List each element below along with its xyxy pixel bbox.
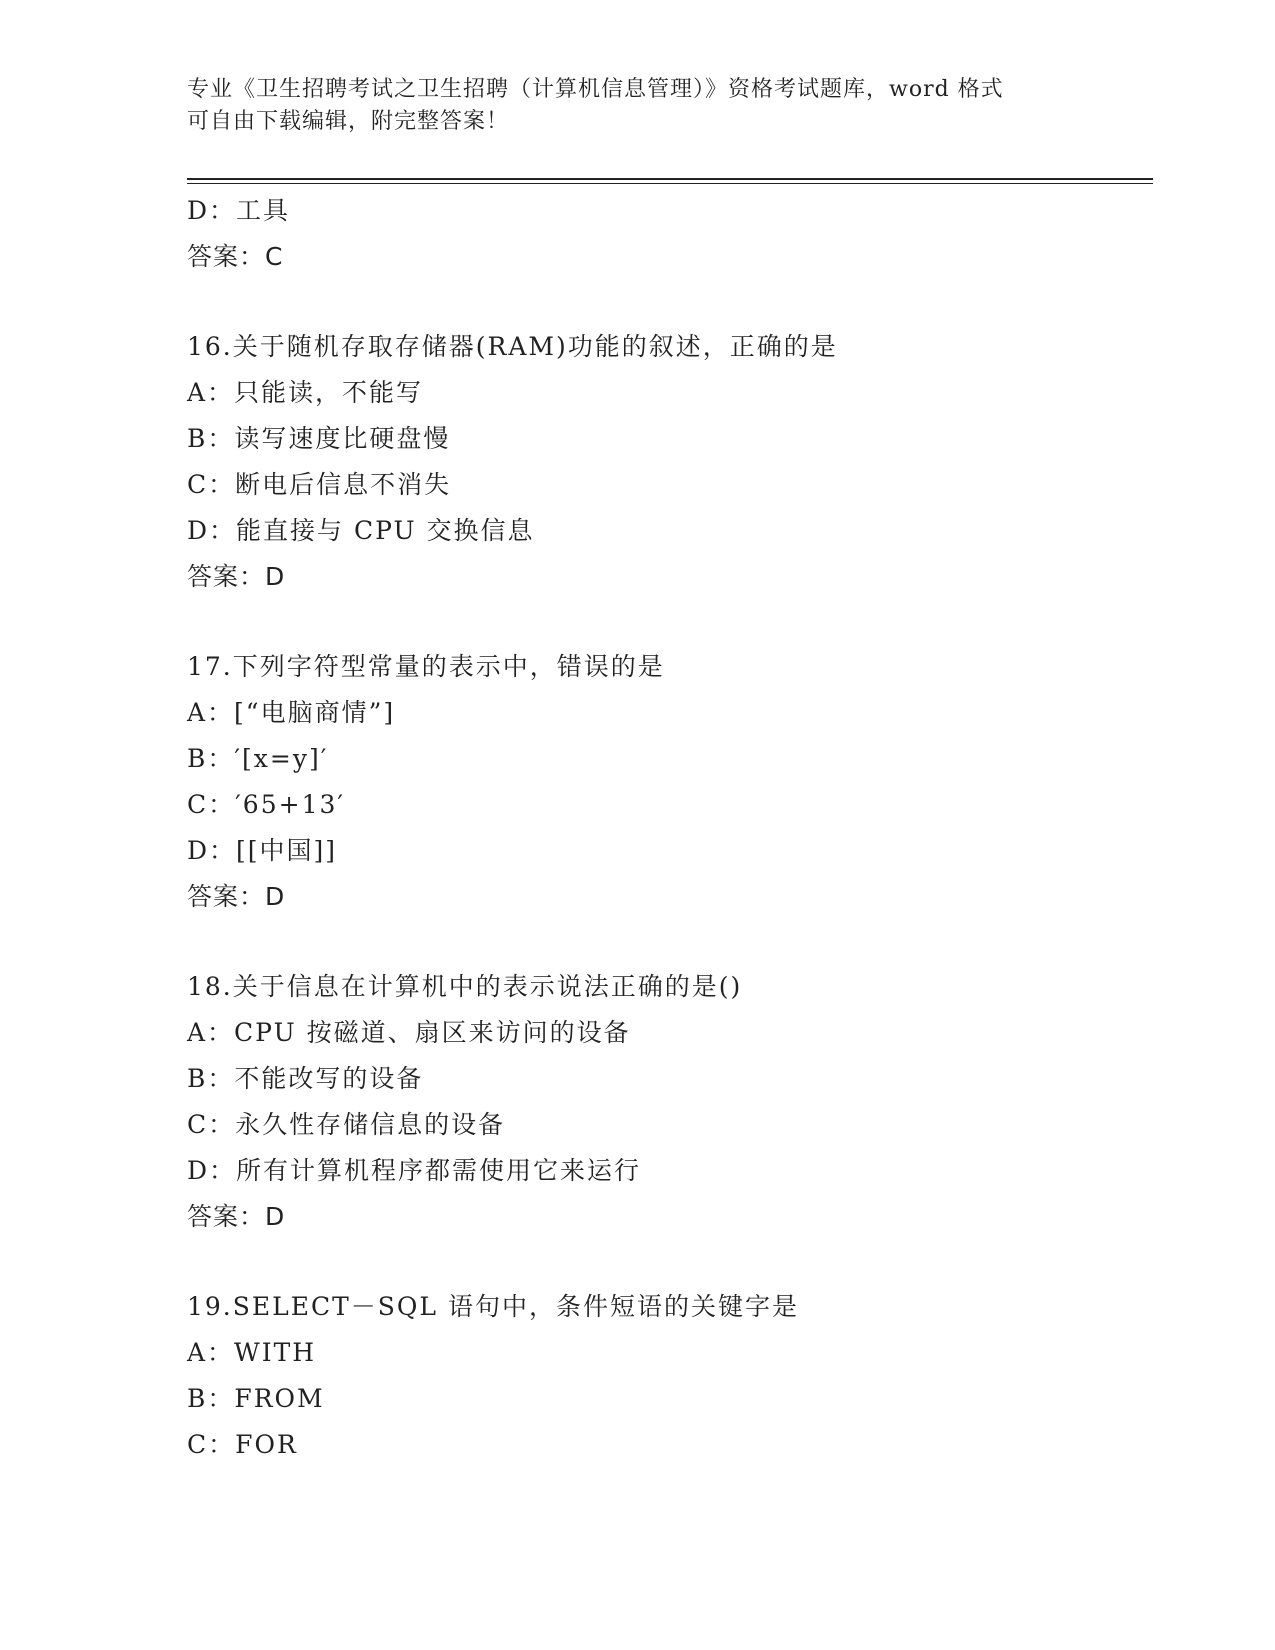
header-line-2: 可自由下载编辑，附完整答案！ bbox=[187, 109, 510, 134]
option-a: A：WITH bbox=[187, 1338, 317, 1367]
question-block-18 bbox=[187, 964, 1153, 1240]
question-block-19 bbox=[187, 1284, 1153, 1468]
option-b: B：读写速度比硬盘慢 bbox=[187, 424, 451, 453]
question-block-16 bbox=[187, 324, 1153, 600]
spacer bbox=[187, 920, 1153, 964]
option-d: D：所有计算机程序都需使用它来运行 bbox=[187, 1156, 642, 1185]
header-line-1: 专业《卫生招聘考试之卫生招聘（计算机信息管理）》资格考试题库，word 格式 bbox=[187, 77, 1004, 102]
option-a: A：只能读，不能写 bbox=[187, 378, 424, 407]
question-text: 18.关于信息在计算机中的表示说法正确的是() bbox=[187, 972, 743, 1001]
option-b: B：′[x=y]′ bbox=[187, 744, 329, 773]
option-d: D：能直接与 CPU 交换信息 bbox=[187, 516, 535, 545]
option-a: A：CPU 按磁道、扇区来访问的设备 bbox=[187, 1018, 631, 1047]
spacer bbox=[187, 600, 1153, 644]
option-b: B：FROM bbox=[187, 1384, 325, 1413]
spacer bbox=[187, 280, 1153, 324]
option-b: B：不能改写的设备 bbox=[187, 1064, 424, 1093]
header-divider-thin bbox=[187, 183, 1153, 184]
spacer bbox=[187, 1240, 1153, 1284]
answer: 答案：D bbox=[187, 882, 286, 911]
document-header bbox=[187, 74, 1087, 138]
answer: 答案：D bbox=[187, 562, 286, 591]
question-text: 19.SELECT－SQL 语句中，条件短语的关键字是 bbox=[187, 1292, 799, 1321]
question-text: 16.关于随机存取存储器(RAM)功能的叙述，正确的是 bbox=[187, 332, 838, 361]
answer: 答案：C bbox=[187, 242, 284, 271]
header-divider-thick bbox=[187, 178, 1153, 180]
answer: 答案：D bbox=[187, 1202, 286, 1231]
option-d: D：工具 bbox=[187, 196, 291, 225]
option-c: C：永久性存储信息的设备 bbox=[187, 1110, 506, 1139]
question-list bbox=[187, 188, 1153, 1468]
option-c: C：′65+13′ bbox=[187, 790, 346, 819]
option-c: C：断电后信息不消失 bbox=[187, 470, 452, 499]
question-block-17 bbox=[187, 644, 1153, 920]
option-c: C：FOR bbox=[187, 1430, 298, 1459]
option-d: D：[[中国]] bbox=[187, 836, 338, 865]
option-a: A：[“电脑商情”] bbox=[187, 698, 396, 727]
question-text: 17.下列字符型常量的表示中，错误的是 bbox=[187, 652, 665, 681]
